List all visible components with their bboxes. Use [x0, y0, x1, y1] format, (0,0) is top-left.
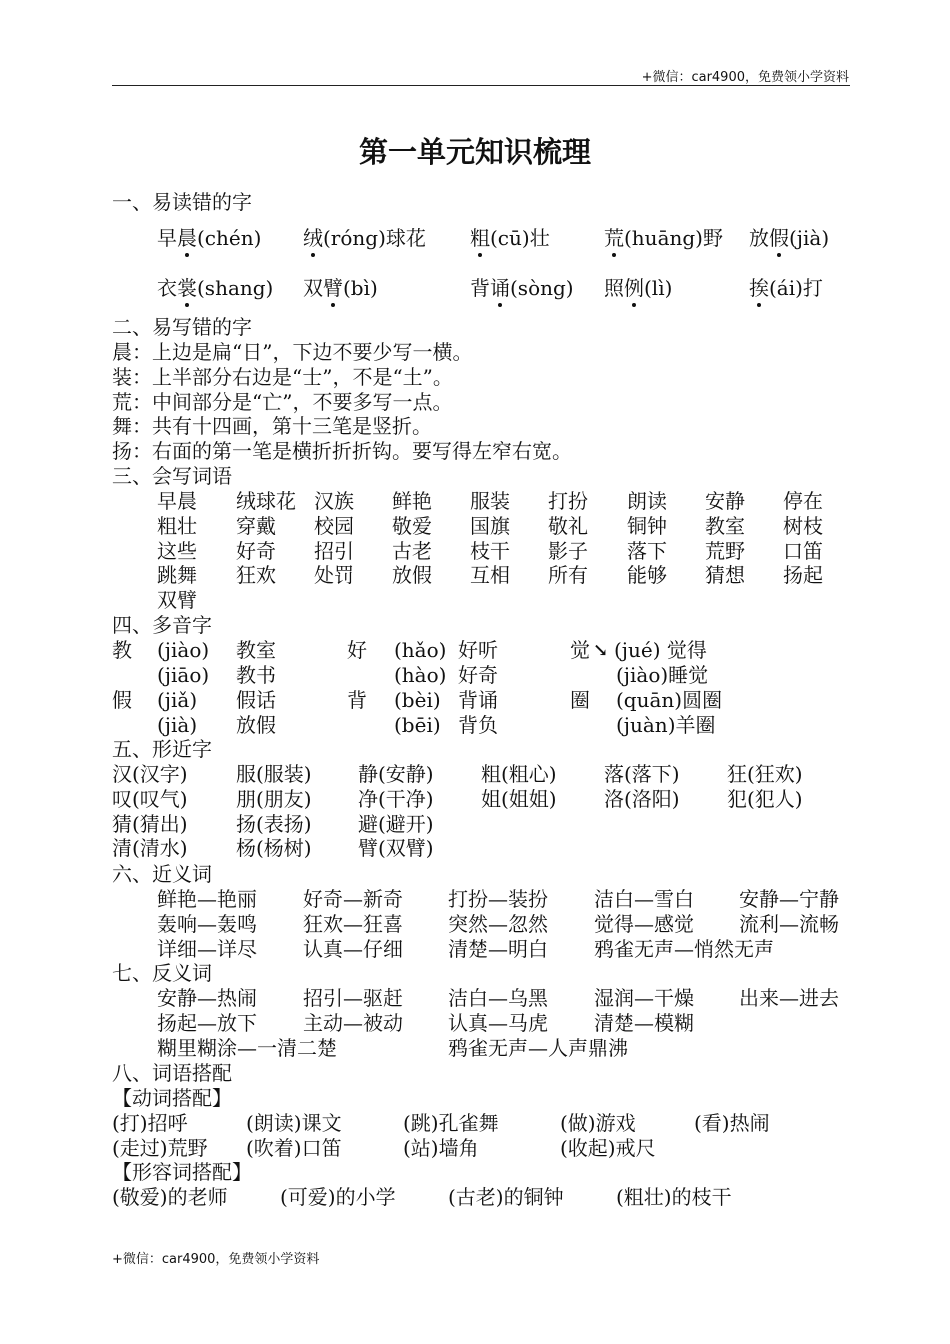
synonym-pair: 好奇—新奇: [303, 887, 403, 911]
note-line: 舞：共有十四画，第十三笔是竖折。: [112, 414, 432, 438]
adj-collocation: (敬爱)的老师: [112, 1185, 228, 1209]
misread-item: 绒 (róng)球花: [303, 226, 426, 251]
misread-item: 粗 (cū)壮: [470, 226, 550, 251]
synonym-pair: 打扮—装扮: [448, 887, 548, 911]
word: 好听: [458, 638, 498, 662]
antonym-pair: 清楚—模糊: [594, 1010, 694, 1035]
synonym-pair: 狂欢—狂喜: [303, 911, 403, 936]
misread-item: 背诵 (sòng): [470, 276, 574, 301]
adj-collocation: (可爱)的小学: [280, 1185, 396, 1209]
word: 背诵: [458, 688, 498, 712]
pinyin: (jià): [157, 713, 198, 737]
polyphone-char: 教: [112, 638, 132, 662]
antonym-pair: 主动—被动: [303, 1010, 403, 1035]
vocab-word: 汉族: [314, 489, 354, 513]
similar-char-item: 姐(姐姐): [481, 786, 557, 811]
vocab-word: 教室: [705, 513, 745, 538]
synonym-pair: 洁白—雪白: [594, 887, 694, 911]
vocab-word: 扬起: [783, 563, 823, 588]
vocab-word: 所有: [548, 563, 588, 588]
antonym-pair: 扬起—放下: [157, 1010, 257, 1035]
misread-item: 放假 (jià): [749, 226, 829, 251]
misread-item: 衣裳 (shang): [157, 276, 273, 301]
polyphone-char: 好: [347, 638, 367, 662]
synonym-pair: 清楚—明白: [448, 936, 548, 961]
note-line: 扬：右面的第一笔是横折折折钩。要写得左窄右宽。: [112, 439, 572, 463]
synonym-pair: 流利—流畅: [739, 911, 839, 936]
vocab-word: 古老: [392, 538, 432, 563]
vocab-word: 枝干: [470, 538, 510, 563]
pinyin: (jiào): [157, 638, 210, 662]
pinyin: (jiāo): [157, 663, 210, 687]
verb-collocation: (做)游戏: [560, 1111, 636, 1135]
word: 假话: [236, 688, 276, 712]
similar-char-item: 猜(猜出): [112, 811, 188, 836]
subheading-adj: 【形容词搭配】: [112, 1160, 252, 1184]
vocab-word: 荒野: [705, 538, 745, 563]
verb-collocation: (打)招呼: [112, 1111, 188, 1135]
vocab-word: 处罚: [314, 563, 354, 588]
misread-item: 早晨 (chén): [157, 226, 261, 251]
section-heading-3: 三、会写词语: [112, 464, 232, 488]
antonym-pair: 安静—热闹: [157, 986, 257, 1010]
antonym-pair: 湿润—干燥: [594, 986, 694, 1010]
antonym-pair: 出来—进去: [739, 986, 839, 1010]
vocab-word: 鲜艳: [392, 489, 432, 513]
polyphone-entry: (jué) 觉得: [614, 638, 707, 662]
verb-collocation: (吹着)口笛: [246, 1135, 342, 1160]
section-heading-5: 五、形近字: [112, 737, 212, 761]
vocab-word: 猜想: [705, 563, 745, 588]
misread-item: 挨 (ái)打: [749, 276, 823, 301]
vocab-word: 放假: [392, 563, 432, 588]
antonym-pair: 洁白—乌黑: [448, 986, 548, 1010]
vocab-word: 粗壮: [157, 513, 197, 538]
pinyin: (jiǎ): [157, 688, 198, 712]
section-heading-4: 四、多音字: [112, 613, 212, 637]
vocab-word: 早晨: [157, 489, 197, 513]
similar-char-item: 落(落下): [604, 762, 680, 786]
synonym-pair: 轰响—轰鸣: [157, 911, 257, 936]
vocab-word: 狂欢: [236, 563, 276, 588]
vocab-word: 敬礼: [548, 513, 588, 538]
similar-char-item: 叹(叹气): [112, 786, 188, 811]
similar-char-item: 避(避开): [358, 811, 434, 836]
vocab-word: 口笛: [783, 538, 823, 563]
vocab-word: 绒球花: [236, 489, 296, 513]
vocab-word: 朗读: [627, 489, 667, 513]
vocab-word: 影子: [548, 538, 588, 563]
vocab-word: 能够: [627, 563, 667, 588]
vocab-word: 国旗: [470, 513, 510, 538]
vocab-word: 穿戴: [236, 513, 276, 538]
footer-note: +微信：car4900，免费领小学资料: [112, 1252, 320, 1267]
subheading-verb: 【动词搭配】: [112, 1086, 232, 1110]
section-heading-2: 二、易写错的字: [112, 315, 252, 339]
misread-item: 荒 (huāng)野: [604, 226, 723, 251]
polyphone-char: 背: [347, 688, 367, 712]
synonym-pair: 认真—仔细: [303, 936, 403, 961]
word: 背负: [458, 713, 498, 737]
similar-char-item: 犯(犯人): [727, 786, 803, 811]
note-line: 晨：上边是扁“日”，下边不要少写一横。: [112, 340, 473, 364]
similar-char-item: 汉(汉字): [112, 762, 188, 786]
synonym-pair: 鸦雀无声—悄然无声: [594, 936, 774, 961]
polyphone-char: 圈: [570, 688, 590, 712]
pinyin: (bèi): [394, 688, 441, 712]
similar-char-item: 清(清水): [112, 836, 188, 861]
header-rule: [112, 85, 850, 86]
similar-char-item: 静(安静): [358, 762, 434, 786]
section-heading-7: 七、反义词: [112, 961, 212, 985]
verb-collocation: (看)热闹: [694, 1111, 770, 1135]
vocab-word: 敬爱: [392, 513, 432, 538]
vocab-word: 双臂: [157, 588, 197, 613]
antonym-pair: 招引—驱赶: [303, 986, 403, 1010]
pinyin: (bēi): [394, 713, 441, 737]
word: 好奇: [458, 663, 498, 687]
synonym-pair: 突然—忽然: [448, 911, 548, 936]
similar-char-item: 朋(朋友): [236, 786, 312, 811]
note-line: 装：上半部分右边是“士”，不是“土”。: [112, 365, 453, 389]
pinyin: (hǎo): [394, 638, 447, 662]
antonym-pair: 认真—马虎: [448, 1010, 548, 1035]
vocab-word: 树枝: [783, 513, 823, 538]
polyphone-char: 假: [112, 688, 132, 712]
polyphone-char: 觉: [570, 638, 590, 662]
similar-char-item: 杨(杨树): [236, 836, 312, 861]
arrow-icon: ↘: [593, 640, 609, 661]
vocab-word: 这些: [157, 538, 197, 563]
similar-char-item: 净(干净): [358, 786, 434, 811]
similar-char-item: 扬(表扬): [236, 811, 312, 836]
header-note: +微信：car4900，免费领小学资料: [641, 70, 849, 85]
word: 教书: [236, 663, 276, 687]
similar-char-item: 狂(狂欢): [727, 762, 803, 786]
vocab-word: 打扮: [548, 489, 588, 513]
synonym-pair: 详细—详尽: [157, 936, 257, 961]
verb-collocation: (收起)戒尺: [560, 1135, 656, 1160]
similar-char-item: 臂(双臂): [358, 836, 434, 861]
verb-collocation: (跳)孔雀舞: [403, 1111, 499, 1135]
polyphone-entry: (juàn)羊圈: [616, 713, 716, 737]
misread-item: 照例 (lì): [604, 276, 672, 301]
similar-char-item: 洛(洛阳): [604, 786, 680, 811]
section-heading-8: 八、词语搭配: [112, 1061, 232, 1085]
vocab-word: 校园: [314, 513, 354, 538]
word: 教室: [236, 638, 276, 662]
polyphone-entry: (quān)圆圈: [616, 688, 723, 712]
misread-item: 双臂 (bì): [303, 276, 378, 301]
verb-collocation: (朗读)课文: [246, 1111, 342, 1135]
section-heading-6: 六、近义词: [112, 862, 212, 886]
vocab-word: 落下: [627, 538, 667, 563]
page-title: 第一单元知识梳理: [358, 135, 591, 169]
vocab-word: 铜钟: [627, 513, 667, 538]
antonym-pair: 鸦雀无声—人声鼎沸: [448, 1035, 628, 1060]
vocab-word: 互相: [470, 563, 510, 588]
word: 放假: [236, 713, 276, 737]
pinyin: (hào): [394, 663, 447, 687]
adj-collocation: (古老)的铜钟: [448, 1185, 564, 1209]
similar-char-item: 粗(粗心): [481, 762, 557, 786]
synonym-pair: 觉得—感觉: [594, 911, 694, 936]
similar-char-item: 服(服装): [236, 762, 312, 786]
verb-collocation: (走过)荒野: [112, 1135, 208, 1160]
synonym-pair: 鲜艳—艳丽: [157, 887, 257, 911]
polyphone-entry: (jiào)睡觉: [616, 663, 709, 687]
verb-collocation: (站)墙角: [403, 1135, 479, 1160]
vocab-word: 服装: [470, 489, 510, 513]
vocab-word: 好奇: [236, 538, 276, 563]
vocab-word: 安静: [705, 489, 745, 513]
adj-collocation: (粗壮)的枝干: [616, 1185, 732, 1209]
vocab-word: 招引: [314, 538, 354, 563]
section-heading-1: 一、易读错的字: [112, 190, 252, 214]
vocab-word: 停在: [783, 489, 823, 513]
vocab-word: 跳舞: [157, 563, 197, 588]
synonym-pair: 安静—宁静: [739, 887, 839, 911]
antonym-pair: 糊里糊涂—一清二楚: [157, 1035, 337, 1060]
note-line: 荒：中间部分是“亡”，不要多写一点。: [112, 390, 453, 414]
